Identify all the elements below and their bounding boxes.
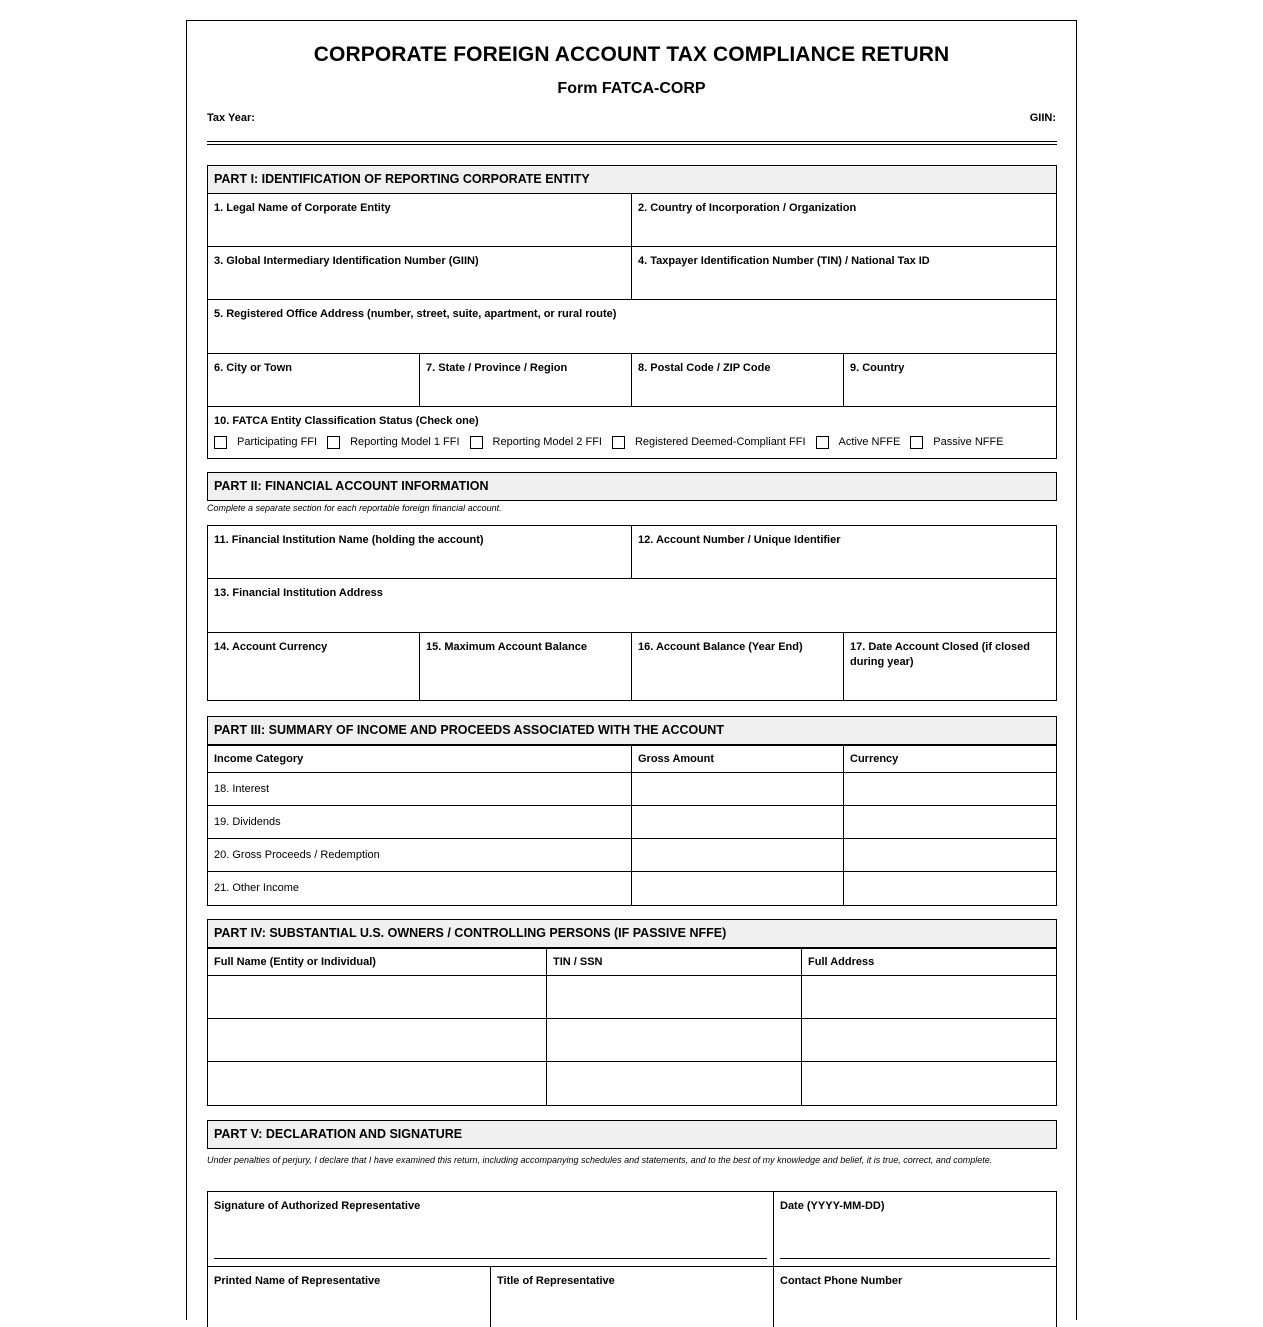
column-header: Full Name (Entity or Individual) [208, 949, 547, 975]
owner-address-input[interactable] [802, 1062, 1056, 1105]
field-label: 2. Country of Incorporation / Organization [638, 202, 857, 214]
field-label: Printed Name of Representative [214, 1275, 381, 1287]
field-label: 8. Postal Code / ZIP Code [638, 362, 771, 374]
field-label: 10. FATCA Entity Classification Status (Check one) [214, 415, 479, 427]
part4-heading: PART IV: SUBSTANTIAL U.S. OWNERS / CONTROLLING PERSONS (IF PASSIVE NFFE) [207, 919, 1057, 948]
table-row [208, 806, 1056, 839]
classification-status [208, 407, 1056, 458]
gross-amount-input[interactable] [632, 872, 844, 905]
giin-label: GIIN: [1029, 112, 1056, 124]
part2-note: Complete a separate section for each reportable foreign financial account. [207, 503, 502, 513]
date-field[interactable] [774, 1192, 1056, 1266]
gross-amount-input[interactable] [632, 839, 844, 871]
income-category: 21. Other Income [208, 872, 632, 905]
date-line [780, 1258, 1050, 1259]
field-label: 14. Account Currency [214, 641, 328, 653]
table-row [208, 872, 1056, 905]
field-label: 5. Registered Office Address (number, street, suite, apartment, or rural route) [214, 308, 617, 320]
date-closed-field[interactable] [844, 633, 1056, 700]
printed-name-field[interactable] [208, 1267, 491, 1327]
part1-grid [207, 194, 1057, 459]
header-rule [207, 141, 1057, 142]
form-id: Form FATCA-CORP [557, 80, 706, 97]
field-label: 17. Date Account Closed (if closed during year) [850, 641, 1030, 668]
column-header: Currency [850, 752, 899, 765]
owner-tin-input[interactable] [547, 976, 802, 1018]
income-table [207, 744, 1057, 906]
country-field[interactable] [844, 354, 1056, 406]
option-label: Active NFFE [838, 436, 901, 448]
field-label: 11. Financial Institution Name (holding the account) [214, 534, 484, 546]
part3-heading: PART III: SUMMARY OF INCOME AND PROCEEDS ASSOCIATED WITH THE ACCOUNT [207, 716, 1057, 745]
field-label: Date (YYYY-MM-DD) [780, 1200, 885, 1212]
option-label: Participating FFI [237, 436, 318, 448]
table-header [208, 746, 1056, 773]
state-field[interactable] [420, 354, 632, 406]
field-label: 9. Country [850, 362, 905, 374]
table-row [208, 773, 1056, 806]
signature-field[interactable] [208, 1192, 774, 1266]
city-field[interactable] [208, 354, 420, 406]
table-row [208, 976, 1056, 1019]
checkbox[interactable] [470, 436, 483, 449]
table-row [208, 1062, 1056, 1105]
owner-name-input[interactable] [208, 1019, 547, 1061]
legal-name-field[interactable] [208, 194, 632, 246]
gross-amount-input[interactable] [632, 773, 844, 805]
field-label: 6. City or Town [214, 362, 293, 374]
field-label: 12. Account Number / Unique Identifier [638, 534, 841, 546]
form-page [186, 20, 1077, 1320]
field-label: 15. Maximum Account Balance [426, 641, 587, 653]
option-label: Reporting Model 2 FFI [492, 436, 602, 448]
table-row [208, 839, 1056, 872]
owner-name-input[interactable] [208, 1062, 547, 1105]
option-label: Registered Deemed-Compliant FFI [634, 436, 806, 448]
owner-tin-input[interactable] [547, 1019, 802, 1061]
owners-table [207, 947, 1057, 1106]
income-category: 20. Gross Proceeds / Redemption [208, 839, 632, 871]
phone-field[interactable] [774, 1267, 1056, 1327]
income-category: 19. Dividends [208, 806, 632, 838]
checkbox[interactable] [327, 436, 340, 449]
column-header: Income Category [208, 746, 632, 772]
owner-address-input[interactable] [802, 1019, 1056, 1061]
currency-input[interactable] [844, 872, 1056, 905]
part5-heading: PART V: DECLARATION AND SIGNATURE [207, 1120, 1057, 1149]
postal-code-field[interactable] [632, 354, 844, 406]
option-reporting-model-1-ffi[interactable] [327, 435, 459, 450]
option-passive-nffe[interactable] [910, 435, 1003, 450]
field-label: 16. Account Balance (Year End) [638, 641, 803, 653]
field-label: 13. Financial Institution Address [214, 587, 383, 599]
option-label: Reporting Model 1 FFI [350, 436, 460, 448]
table-row [208, 1019, 1056, 1062]
currency-input[interactable] [844, 773, 1056, 805]
part1-heading: PART I: IDENTIFICATION OF REPORTING CORPORATE ENTITY [207, 165, 1057, 194]
option-active-nffe[interactable] [816, 435, 901, 450]
institution-name-field[interactable] [208, 526, 632, 578]
year-end-balance-field[interactable] [632, 633, 844, 700]
table-header [208, 949, 1056, 976]
gross-amount-input[interactable] [632, 806, 844, 838]
part2-heading: PART II: FINANCIAL ACCOUNT INFORMATION [207, 472, 1057, 501]
country-incorporation-field[interactable] [632, 194, 1056, 246]
rep-title-field[interactable] [491, 1267, 774, 1327]
field-label: 7. State / Province / Region [426, 362, 568, 374]
institution-address-field[interactable] [208, 579, 1056, 632]
income-category: 18. Interest [208, 773, 632, 805]
field-label: Signature of Authorized Representative [214, 1200, 421, 1212]
signature-line [214, 1258, 767, 1259]
account-number-field[interactable] [632, 526, 1056, 578]
owner-tin-input[interactable] [547, 1062, 802, 1105]
field-label: Title of Representative [497, 1275, 615, 1287]
checkbox[interactable] [816, 436, 829, 449]
field-label: 3. Global Intermediary Identification Number (GIIN) [214, 255, 479, 267]
owner-name-input[interactable] [208, 976, 547, 1018]
header-rule [207, 144, 1057, 145]
checkbox[interactable] [910, 436, 923, 449]
option-registered-deemed-compliant-ffi[interactable] [612, 435, 806, 450]
tin-field[interactable] [632, 247, 1056, 299]
currency-input[interactable] [844, 839, 1056, 871]
tax-year-label: Tax Year: [207, 112, 255, 124]
column-header: Full Address [808, 955, 875, 968]
field-label: Contact Phone Number [780, 1275, 903, 1287]
declaration-text: Under penalties of perjury, I declare that I have examined this return, including accompanying schedules and statements, and to the best of my knowledge and belief, it is true, correct, and complete. [207, 1155, 993, 1165]
form-title: CORPORATE FOREIGN ACCOUNT TAX COMPLIANCE RETURN [313, 43, 950, 66]
field-label: 4. Taxpayer Identification Number (TIN) / National Tax ID [638, 255, 930, 267]
account-currency-field[interactable] [208, 633, 420, 700]
checkbox[interactable] [612, 436, 625, 449]
giin-field[interactable] [208, 247, 632, 299]
part2-grid [207, 525, 1057, 701]
signature-grid [207, 1191, 1057, 1327]
option-participating-ffi[interactable] [214, 435, 317, 450]
column-header: Gross Amount [632, 746, 844, 772]
column-header: TIN / SSN [547, 949, 802, 975]
option-reporting-model-2-ffi[interactable] [470, 435, 602, 450]
registered-address-field[interactable] [208, 300, 1056, 353]
owner-address-input[interactable] [802, 976, 1056, 1018]
field-label: 1. Legal Name of Corporate Entity [214, 202, 391, 214]
classification-options [214, 435, 1050, 450]
currency-input[interactable] [844, 806, 1056, 838]
option-label: Passive NFFE [933, 436, 1004, 448]
checkbox[interactable] [214, 436, 227, 449]
max-balance-field[interactable] [420, 633, 632, 700]
